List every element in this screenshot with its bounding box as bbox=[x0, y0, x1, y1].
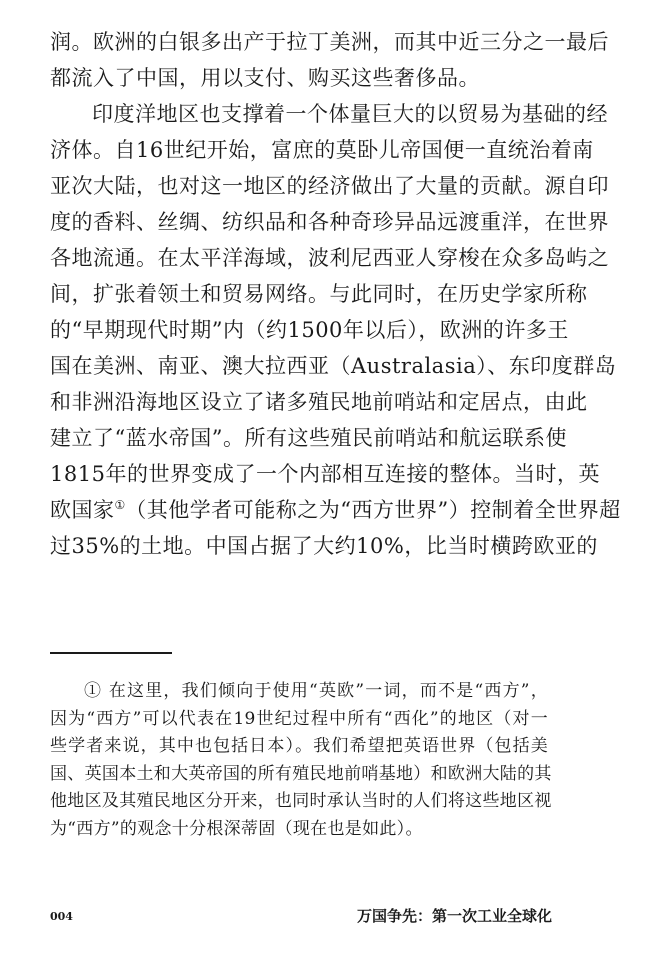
text-before-mark: 欧国家 bbox=[50, 498, 115, 522]
body-line: 度的香料、丝绸、纺织品和各种奇珍异品远渡重洋，在世界 bbox=[50, 210, 609, 234]
footnote-line: 他地区及其殖民地区分开来，也同时承认当时的人们将这些地区视 bbox=[50, 791, 552, 812]
footnote-line: 因为“西方”可以代表在19世纪过程中所有“西化”的地区（对一 bbox=[50, 708, 548, 729]
body-line: 济体。自16世纪开始，富庶的莫卧儿帝国便一直统治着南 bbox=[50, 138, 594, 162]
body-line: 都流入了中国，用以支付、购买这些奢侈品。 bbox=[50, 66, 480, 90]
body-line: 国在美洲、南亚、澳大拉西亚（Australasia）、东印度群岛 bbox=[50, 354, 617, 378]
body-line: 亚次大陆，也对这一地区的经济做出了大量的贡献。源自印 bbox=[50, 174, 609, 198]
footnote-separator-rule bbox=[50, 652, 172, 654]
body-line: 间，扩张着领土和贸易网络。与此同时，在历史学家所称 bbox=[50, 282, 588, 306]
footnote-line: 国、英国本土和大英帝国的所有殖民地前哨基地）和欧洲大陆的其 bbox=[50, 763, 552, 784]
body-line: 的“早期现代时期”内（约1500年以后），欧洲的许多王 bbox=[50, 318, 569, 342]
body-line: 各地流通。在太平洋海域，波利尼西亚人穿梭在众多岛屿之 bbox=[50, 246, 609, 270]
footnote bbox=[50, 678, 552, 844]
paragraph-start-line: 印度洋地区也支撑着一个体量巨大的以贸易为基础的经 bbox=[92, 102, 608, 126]
body-line-with-footnote bbox=[50, 492, 621, 528]
footnote-reference-mark[interactable]: ① bbox=[114, 498, 126, 512]
body-line: 和非洲沿海地区设立了诸多殖民地前哨站和定居点，由此 bbox=[50, 390, 588, 414]
body-line: 润。欧洲的白银多出产于拉丁美洲，而其中近三分之一最后 bbox=[50, 30, 609, 54]
body-line: 过35%的土地。中国占据了大约10%，比当时横跨欧亚的 bbox=[50, 534, 598, 558]
footnote-line: 些学者来说，其中也包括日本）。我们希望把英语世界（包括美 bbox=[50, 736, 548, 757]
footnote-line: 为“西方”的观念十分根深蒂固（现在也是如此）。 bbox=[50, 818, 423, 839]
footnote-line: ① 在这里，我们倾向于使用“英欧”一词，而不是“西方”， bbox=[84, 681, 548, 701]
body-line: 建立了“蓝水帝国”。所有这些殖民前哨站和航运联系使 bbox=[50, 426, 567, 450]
body-text bbox=[50, 24, 621, 564]
running-header-book-title: 万国争先：第一次工业全球化 bbox=[356, 907, 552, 925]
page-number: 004 bbox=[50, 910, 73, 923]
body-line: 1815年的世界变成了一个内部相互连接的整体。当时，英 bbox=[50, 462, 600, 486]
text-after-mark: （其他学者可能称之为“西方世界”）控制着全世界超 bbox=[125, 498, 621, 522]
